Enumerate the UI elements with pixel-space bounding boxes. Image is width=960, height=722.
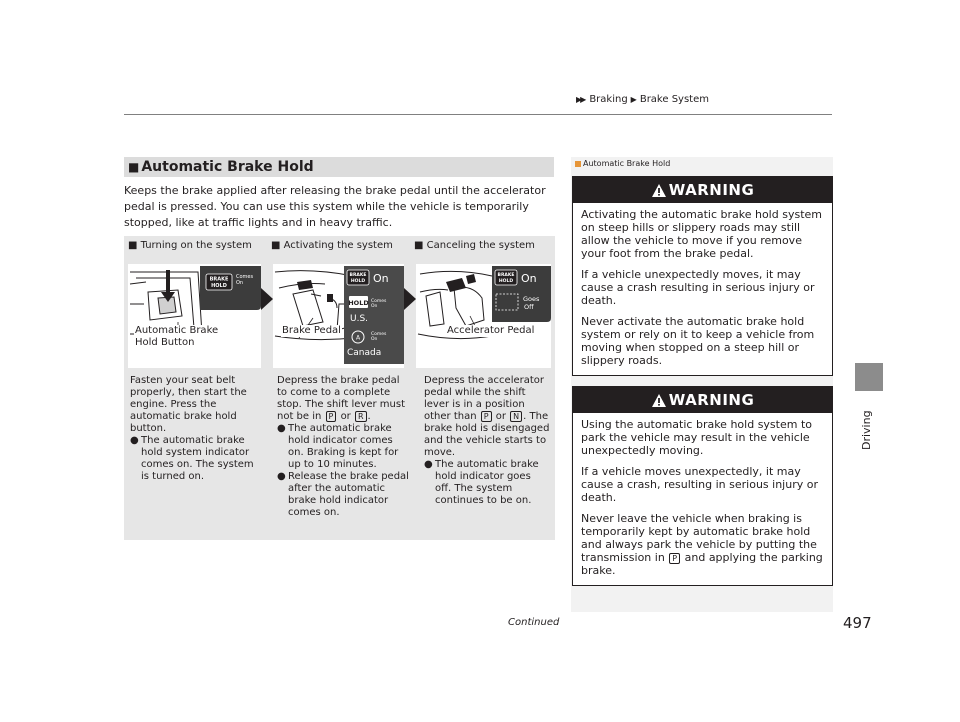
warning-body: [573, 413, 832, 585]
caption-brake-hold-button: [134, 325, 219, 349]
shift-key-p: P: [481, 411, 492, 422]
illustration-accelerator-pedal: [416, 264, 551, 368]
breadcrumb-arrow-icon: ▶▶: [576, 95, 585, 104]
comes-on-label-1: Comes: [236, 274, 254, 280]
caption-accelerator-pedal: Accelerator Pedal: [447, 325, 535, 336]
text-line: hold indicator comes: [288, 435, 393, 446]
text-fragment: and applying the parking brake.: [581, 551, 823, 577]
chapter-label-text: Driving: [860, 410, 873, 450]
text-line: continues to be on.: [435, 495, 532, 506]
text-line: on. Braking is kept for: [288, 447, 399, 458]
warning-body: [573, 203, 832, 375]
shift-key-r: R: [355, 411, 367, 422]
shift-key-p: P: [669, 553, 680, 564]
breadcrumb: [576, 94, 709, 105]
text-line: comes on. The system: [141, 459, 254, 470]
indicator-label-brake: BRAKE: [209, 276, 229, 283]
warning-paragraph: If a vehicle moves unexpectedly, it may cause a crash, resulting in serious injury or death.: [581, 465, 818, 504]
text-line: [424, 411, 554, 423]
warning-paragraph: Never activate the automatic brake hold system or rely on it to keep a vehicle from moving when stopped on a steep hill or slippery roads.: [581, 315, 815, 367]
sidebar-heading-text: Automatic Brake Hold: [583, 159, 671, 168]
goes-off-label-2: Off: [524, 303, 534, 311]
column-text-turning-on: [130, 375, 265, 483]
column-heading-canceling: ■ Canceling the system: [414, 240, 535, 251]
warning-paragraph: [581, 512, 824, 577]
note-marker-icon: [575, 161, 581, 167]
text-fragment: other than: [424, 411, 477, 422]
comes-on-label-1: Comes: [371, 299, 387, 304]
text-line: button.: [130, 423, 167, 434]
canada-label: Canada: [347, 348, 382, 358]
warning-triangle-icon: [651, 393, 667, 408]
column-heading-activating: ■ Activating the system: [271, 240, 393, 251]
text-line: automatic brake hold: [130, 411, 237, 422]
indicator-label-hold: HOLD: [498, 279, 514, 284]
breadcrumb-item-brake-system: Brake System: [639, 94, 709, 105]
indicator-label-hold: HOLD: [350, 279, 366, 284]
bullet-item: [277, 471, 413, 519]
caption-line: Automatic Brake: [135, 325, 219, 336]
brake-pedal-drawing-icon: [273, 264, 404, 368]
text-line: The automatic brake: [435, 459, 539, 470]
chapter-tab-marker: [855, 363, 883, 391]
shift-key-n: N: [510, 411, 522, 422]
text-line: The automatic brake: [141, 435, 245, 446]
indicator-on-label: On: [521, 272, 537, 285]
bullet-item: [277, 423, 413, 471]
hold-indicator-label: HOLD: [348, 299, 369, 307]
caption-line: Hold Button: [135, 337, 195, 348]
us-label: U.S.: [350, 314, 369, 324]
text-line: is turned on.: [141, 471, 205, 482]
step-arrow-icon: [404, 288, 416, 310]
bullet-icon: ●: [130, 435, 139, 446]
warning-header: [573, 177, 832, 203]
text-line: The automatic brake: [288, 423, 392, 434]
section-title: Automatic Brake Hold: [141, 159, 314, 175]
text-line: hold system indicator: [141, 447, 250, 458]
warning-paragraph: If a vehicle unexpectedly moves, it may cause a crash resulting in serious injury or death.: [581, 268, 815, 307]
caption-brake-pedal: Brake Pedal: [282, 325, 341, 336]
warning-paragraph: Activating the automatic brake hold system on steep hills or slippery roads may still allow the vehicle to move if you remove your foot from the brake pedal.: [581, 208, 822, 260]
indicator-on-label: On: [373, 272, 389, 285]
text-fragment: not be in: [277, 411, 322, 422]
procedure-panel: [124, 236, 555, 540]
text-line: engine. Press the: [130, 399, 217, 410]
bullet-icon: ●: [277, 423, 286, 434]
continued-label: Continued: [508, 617, 560, 628]
text-line: Fasten your seat belt: [130, 375, 236, 386]
comes-on-label-1: Comes: [371, 332, 387, 337]
column-text-activating: [277, 375, 413, 519]
comes-on-label-2: On: [236, 280, 244, 286]
text-line: brake hold is disengaged: [424, 423, 550, 434]
breadcrumb-arrow-icon: ▶: [630, 95, 635, 104]
text-line: hold indicator goes: [435, 471, 531, 482]
bullet-item: [130, 435, 265, 483]
indicator-label-brake: BRAKE: [349, 273, 367, 278]
text-line: properly, then start the: [130, 387, 247, 398]
warning-triangle-icon: [651, 183, 667, 198]
indicator-label-hold: HOLD: [211, 283, 227, 289]
text-line: [277, 411, 413, 423]
text-fragment: or: [495, 411, 506, 422]
text-fragment: .: [367, 411, 371, 422]
text-line: and the vehicle starts to: [424, 435, 547, 446]
text-fragment: or: [340, 411, 351, 422]
bullet-icon: ●: [277, 471, 286, 482]
text-line: comes on.: [288, 507, 340, 518]
header-divider: [124, 114, 832, 115]
illustration-brake-pedal: [273, 264, 404, 368]
text-line: stop. The shift lever must: [277, 399, 406, 410]
comes-on-label-2: On: [371, 304, 378, 309]
text-line: pedal while the shift: [424, 387, 526, 398]
text-line: up to 10 minutes.: [288, 459, 377, 470]
text-line: Depress the accelerator: [424, 375, 545, 386]
breadcrumb-item-braking: Braking: [589, 94, 628, 105]
sidebar-notes: [571, 157, 833, 612]
intro-paragraph: Keeps the brake applied after releasing the brake pedal until the accelerator pedal is pressed. You can use this system while the vehicle is temporarily stopped, like at traffic lights and in heavy traffic.: [124, 184, 546, 229]
goes-off-label-1: Goes: [523, 295, 540, 303]
column-text-canceling: [424, 375, 554, 507]
warning-box-parking: [572, 386, 833, 586]
bullet-icon: ●: [424, 459, 433, 470]
text-line: lever is in a position: [424, 399, 525, 410]
warning-paragraph: Using the automatic brake hold system to park the vehicle may result in the vehicle unexpectedly moving.: [581, 418, 812, 457]
text-line: to come to a complete: [277, 387, 391, 398]
console-drawing-icon: [128, 264, 261, 368]
warning-title: WARNING: [668, 391, 755, 409]
svg-text:A: A: [355, 334, 361, 342]
text-fragment: . The: [523, 411, 549, 422]
sidebar-heading: [575, 159, 670, 168]
text-line: Release the brake pedal: [288, 471, 409, 482]
warning-box-steep-hills: [572, 176, 833, 376]
page-number: 497: [843, 614, 872, 632]
text-line: brake hold indicator: [288, 495, 389, 506]
accelerator-pedal-drawing-icon: [416, 264, 551, 368]
shift-key-p: P: [326, 411, 337, 422]
text-line: Depress the brake pedal: [277, 375, 400, 386]
illustration-brake-hold-button: [128, 264, 261, 368]
text-line: move.: [424, 447, 456, 458]
section-header: [124, 157, 554, 177]
comes-on-label-2: On: [371, 337, 378, 342]
text-line: off. The system: [435, 483, 513, 494]
bullet-item: [424, 459, 554, 507]
warning-title: WARNING: [668, 181, 755, 199]
warning-header: [573, 387, 832, 413]
text-fragment: Never leave the vehicle when braking is temporarily kept by automatic brake hold and always park the vehicle by putting the transmission in: [581, 512, 817, 564]
text-line: after the automatic: [288, 483, 385, 494]
column-heading-turning-on: ■ Turning on the system: [128, 240, 252, 251]
indicator-label-brake: BRAKE: [497, 273, 515, 278]
section-marker-icon: ■: [128, 160, 140, 174]
step-arrow-icon: [261, 288, 273, 310]
chapter-side-label: [852, 398, 882, 458]
